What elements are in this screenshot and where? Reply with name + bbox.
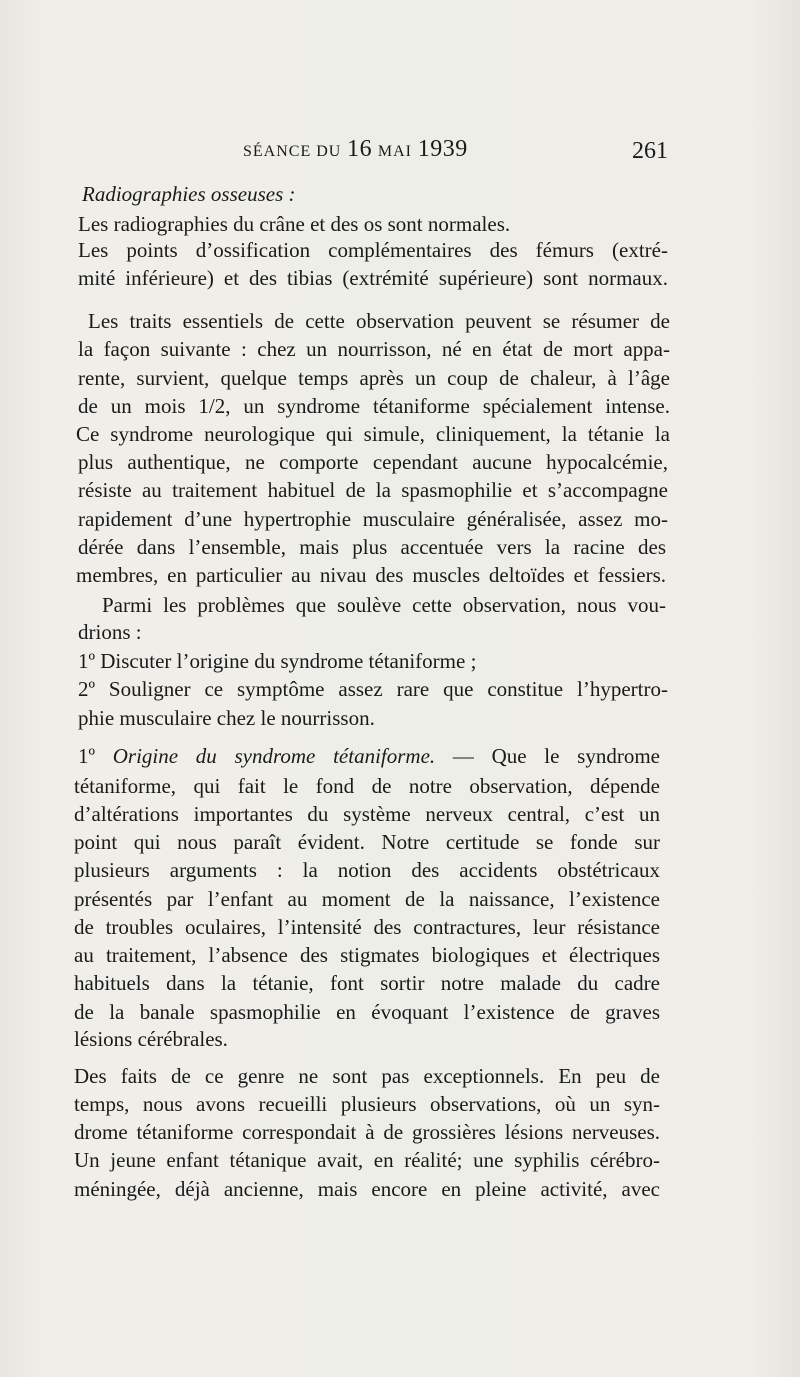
text-line: Les traits essentiels de cette observation peuvent se résumer de	[88, 309, 670, 333]
text-line: résiste au traitement habituel de la spasmophilie et s’accompagne	[78, 478, 668, 502]
text-line: drions :	[78, 620, 142, 644]
section-text-start: — Que le syndrome	[452, 744, 660, 768]
text-line: point qui nous paraît évident. Notre certitude se fonde sur	[74, 830, 660, 854]
page-number: 261	[632, 138, 668, 164]
list-item-1-text: 1º Discuter l’origine du syndrome tétaniforme ;	[78, 649, 477, 673]
text-line: rapidement d’une hypertrophie musculaire généralisée, assez mo-	[78, 507, 668, 531]
text-line: présentés par l’enfant au moment de la naissance, l’existence	[74, 887, 660, 911]
list-item-2: 2º Souligner ce symptôme assez rare que constitue l’hypertro-	[78, 677, 668, 701]
text-line: de la banale spasmophilie en évoquant l’existence de graves	[74, 1000, 660, 1024]
running-head-day: 16	[347, 136, 373, 162]
text-line: mité inférieure) et des tibias (extrémité supérieure) sont normaux.	[78, 266, 668, 290]
running-head-prefix: SÉANCE DU	[243, 143, 342, 160]
text-line: Des faits de ce genre ne sont pas exceptionnels. En peu de	[74, 1064, 660, 1088]
text-line: Les points d’ossification complémentaires des fémurs (extré-	[78, 238, 668, 262]
text-line: la façon suivante : chez un nourrisson, né en état de mort appa-	[78, 337, 670, 361]
text-line: au traitement, l’absence des stigmates biologiques et électriques	[74, 943, 660, 967]
text-line: drome tétaniforme correspondait à de grossières lésions nerveuses.	[74, 1120, 660, 1144]
text-line: d’altérations importantes du système nerveux central, c’est un	[74, 802, 660, 826]
text-line: temps, nous avons recueilli plusieurs observations, où un syn-	[74, 1092, 660, 1116]
text-line: Ce syndrome neurologique qui simule, cliniquement, la tétanie la	[76, 422, 670, 446]
text-line: membres, en particulier au nivau des muscles deltoïdes et fessiers.	[76, 563, 666, 587]
text-line: plusieurs arguments : la notion des accidents obstétricaux	[74, 858, 660, 882]
page-header	[78, 136, 670, 172]
text-line: méningée, déjà ancienne, mais encore en pleine activité, avec	[74, 1177, 660, 1201]
text-line: lésions cérébrales.	[74, 1027, 228, 1051]
text-line: rente, survient, quelque temps après un coup de chaleur, à l’âge	[78, 366, 670, 390]
text-line: Un jeune enfant tétanique avait, en réalité; une syphilis cérébro-	[74, 1148, 660, 1172]
text-line: tétaniforme, qui fait le fond de notre observation, dépende	[74, 774, 660, 798]
running-head-month: MAI	[377, 143, 412, 160]
text-line: plus authentique, ne comporte cependant aucune hypocalcémie,	[78, 450, 668, 474]
section-number: 1º	[78, 744, 96, 768]
subheading-radiographies: Radiographies osseuses :	[82, 182, 296, 206]
running-head	[243, 136, 468, 163]
text-line: habituels dans la tétanie, font sortir notre malade du cadre	[74, 971, 660, 995]
list-item-1	[78, 648, 558, 674]
text-line: de troubles oculaires, l’intensité des contractures, leur résistance	[74, 915, 660, 939]
text-line: Parmi les problèmes que soulève cette observation, nous vou-	[102, 593, 666, 617]
text-line: de un mois 1/2, un syndrome tétaniforme spécialement intense.	[78, 394, 670, 418]
section-heading-line	[78, 743, 660, 769]
text-line: dérée dans l’ensemble, mais plus accentuée vers la racine des	[78, 535, 666, 559]
section-title: Origine du syndrome tétaniforme.	[112, 744, 436, 768]
text-line: phie musculaire chez le nourrisson.	[78, 706, 375, 730]
running-head-year: 1939	[417, 136, 468, 162]
text-line: Les radiographies du crâne et des os sont normales.	[78, 212, 511, 236]
